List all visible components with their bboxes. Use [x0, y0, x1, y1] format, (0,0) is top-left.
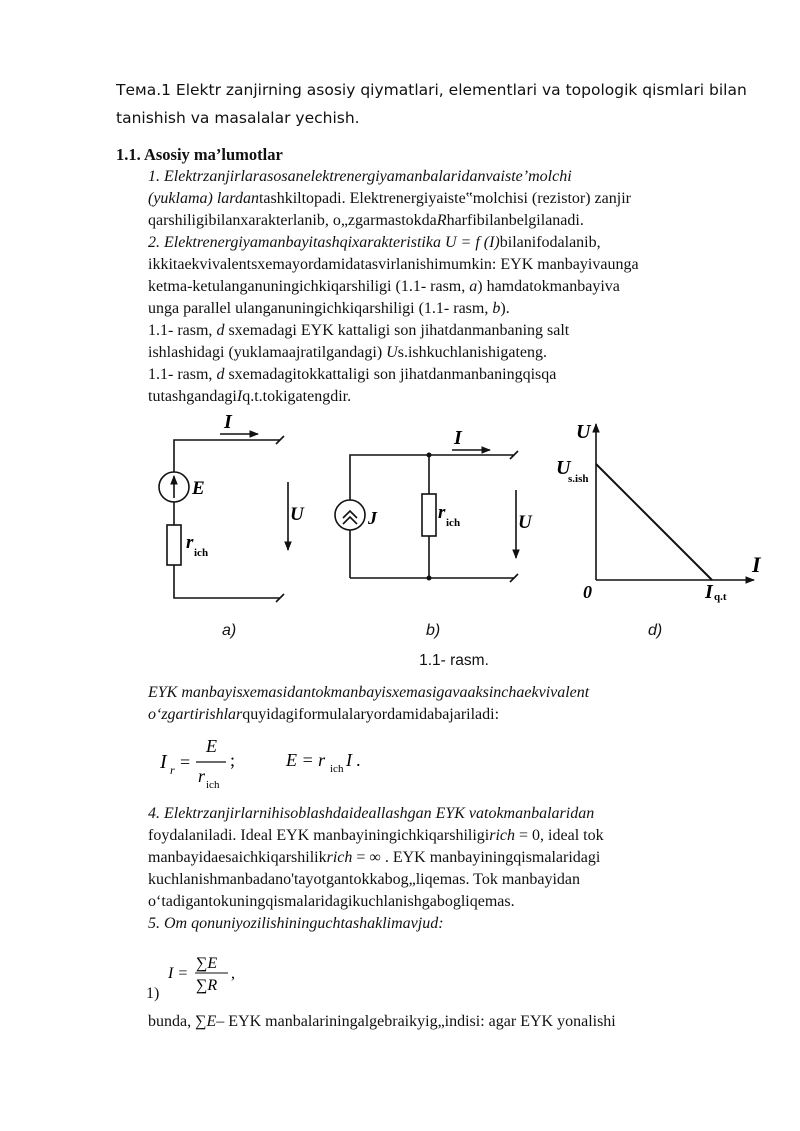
- p1-line-2: (yuklama) lardantashkiltopadi. Elektrenergiyaiste‟molchisi (rezistor) zanjir: [148, 190, 631, 207]
- label-u-sish: U: [556, 457, 571, 479]
- conversion-paragraph: [148, 682, 748, 726]
- figure-caption: 1.1- rasm.: [419, 652, 489, 669]
- p6-line-2: foydalaniladi. Ideal EYK manbayiningichkiqarshiligirich = 0, ideal tok: [148, 827, 604, 844]
- formula1-rhs-end: I .: [346, 750, 361, 770]
- formula-number: 1): [146, 985, 160, 1002]
- current-source-symbol: [335, 500, 365, 530]
- p5-line-1: EYK manbayisxemasidantokmanbayisxemasigavaaksinchaekvivalent: [148, 684, 590, 701]
- circuit-a-bottom-wire: [174, 565, 280, 598]
- characteristic-line: [596, 464, 712, 580]
- p6-line-4: kuchlanishmanbadano'tayotgantokkabog„liqemas. Tok manbayidan: [148, 871, 581, 888]
- p2-line-4: unga parallel ulanganuningichkiqarshiligi (1.1- rasm, b).: [148, 300, 510, 317]
- p7-line-1: bunda, ∑E– EYK manbalariningalgebraikyig„indisi: agar EYK yonalishi: [148, 1013, 616, 1030]
- p6-line-1: 4. Elektrzanjirlarnihisoblashdaideallashgan EYK vatokmanbalaridan: [148, 805, 595, 822]
- topic-line-2: tanishish va masalalar yechish.: [116, 109, 360, 127]
- p4-line-1: 1.1- rasm, d sxemadagitokkattaligi son jihatdanmanbaningqisqa: [148, 366, 557, 383]
- formula1-num: E: [206, 736, 217, 756]
- p3-line-2: ishlashidagi (yuklamaajratilgandagi) Us.ishkuchlanishigateng.: [148, 344, 548, 361]
- p2-line-3: ketma-ketulanganuningichkiqarshiligi (1.1- rasm, a) hamdatokmanbayiva: [148, 278, 620, 295]
- label-emf: E: [192, 478, 205, 499]
- label-r-b-sub: ich: [446, 517, 461, 529]
- figure-label-d: d): [648, 622, 663, 639]
- label-origin: 0: [583, 582, 592, 602]
- junction-b-bottom: [427, 576, 432, 581]
- label-i-axis: I: [752, 552, 761, 577]
- formula1-rhs-sub: ich: [330, 763, 344, 775]
- formula1-den-sub: ich: [206, 779, 220, 790]
- resistor-a: [167, 525, 181, 565]
- formula2-sep: ,: [231, 965, 235, 982]
- intro-paragraphs: [148, 166, 748, 408]
- label-current-source: J: [368, 508, 377, 528]
- label-u-sish-sub: s.ish: [568, 473, 589, 485]
- label-r-a-sub: ich: [194, 547, 209, 559]
- p2-line-1: 2. Elektrenergiyamanbayitashqixarakteristika U = f (I)bilanifodalanib,: [148, 234, 601, 251]
- resistor-b: [422, 494, 436, 536]
- label-current-b: I: [454, 427, 462, 449]
- p3-line-1: 1.1- rasm, d sxemadagi EYK kattaligi son jihatdanmanbaning salt: [148, 322, 570, 339]
- circuit-b: [335, 450, 518, 582]
- p6-line-5: oʻtadigantokuningqismalaridagikuchlanishgabogliqemas.: [148, 893, 515, 910]
- p2-line-2: ikkitaekvivalentsxemayordamidatasvirlanishimumkin: EYK manbayivaunga: [148, 256, 639, 273]
- closing-paragraph: [148, 1011, 748, 1033]
- circuit-a-top-wire: [174, 440, 280, 472]
- formula2-num: ∑E: [196, 955, 218, 972]
- formula2-lhs: I =: [168, 965, 189, 982]
- figure-label-b: b): [426, 622, 441, 639]
- figure-label-a: a): [222, 622, 237, 639]
- formula1-lhs: I: [160, 751, 167, 773]
- label-voltage-a: U: [290, 504, 304, 525]
- label-i-qt-sub: q.t: [714, 591, 727, 603]
- p6-line-3: manbayidaesaichkiqarshilikrich = ∞ . EYK manbayiningqismalaridagi: [148, 849, 601, 866]
- p5-line-2: o‘zgartirishlarquyidagiformulalaryordamidabajariladi:: [148, 706, 500, 723]
- conversion-formula: [158, 734, 418, 790]
- formula1-eq: =: [180, 752, 191, 772]
- label-r-a: r: [186, 532, 194, 553]
- ideal-sources-paragraph: [148, 803, 748, 935]
- topic-line-1: Тема.1 Elektr zanjirning asosiy qiymatlari, elementlari va topologik qismlari bilan: [116, 81, 747, 99]
- label-r-b: r: [438, 502, 446, 523]
- formula2-den: ∑R: [196, 977, 218, 994]
- p1-line-3: qarshiligibilanxarakterlanib, o„zgarmastokdaRharfibilanbelgilanadi.: [148, 212, 584, 229]
- current-source-arrow-2: [343, 517, 357, 524]
- p4-line-2: tutashgandagiIq.t.tokigatengdir.: [148, 388, 352, 405]
- formula1-sep: ;: [230, 750, 236, 770]
- p1-line-1: 1. Elektrzanjirlarasosanelektrenergiyamanbalaridanvaiste’molchi: [148, 168, 572, 185]
- topic-title: [116, 76, 756, 132]
- junction-b-top: [427, 453, 432, 458]
- ohm-law-formula: [146, 950, 286, 1005]
- section-heading: 1.1. Asosiy ma’lumotlar: [116, 145, 283, 164]
- formula1-rhs: E = r: [286, 750, 326, 770]
- label-voltage-b: U: [518, 512, 532, 533]
- figure-1-1: [140, 410, 780, 630]
- label-u-axis: U: [576, 421, 591, 443]
- formula1-lhs-sub: r: [170, 763, 175, 777]
- characteristic-graph: [596, 424, 754, 580]
- label-current-a: I: [224, 411, 232, 433]
- formula1-den: r: [198, 766, 206, 786]
- circuit-a: [159, 434, 288, 602]
- label-i-qt: I: [705, 581, 713, 603]
- p6-line-6: 5. Om qonuniyozilishininguchtashaklimavjud:: [148, 915, 444, 932]
